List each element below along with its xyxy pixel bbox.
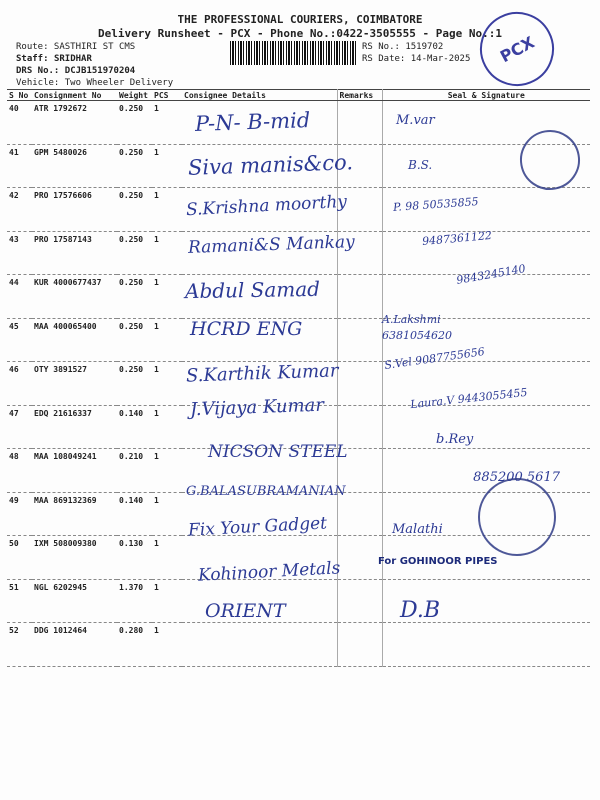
handwritten-signature: 9843245140 (455, 262, 527, 287)
handwritten-consignee: NICSON STEEL (208, 442, 348, 462)
handwritten-signature: S.Vel 9087755656 (383, 345, 486, 372)
row-weight: 0.250 (117, 318, 152, 362)
col-consignee: Consignee Details (182, 90, 337, 101)
row-consignment: PRO 17587143 (32, 231, 117, 275)
col-sno: S No (7, 90, 32, 101)
row-remarks-cell (337, 623, 382, 667)
handwritten-signature: Laura.V 9443055455 (409, 385, 529, 412)
row-sno: 46 (7, 362, 32, 406)
row-consignment: DDG 1012464 (32, 623, 117, 667)
row-sno: 52 (7, 623, 32, 667)
row-consignee-cell (182, 101, 337, 145)
row-consignment: EDQ 21616337 (32, 405, 117, 449)
row-sno: 43 (7, 231, 32, 275)
handwritten-consignee: HCRD ENG (190, 318, 303, 340)
row-pcs: 1 (152, 362, 182, 406)
col-consignment: Consignment No (32, 90, 117, 101)
handwritten-consignee: S.Karthik Kumar (185, 360, 339, 387)
row-remarks-cell (337, 101, 382, 145)
row-pcs: 1 (152, 623, 182, 667)
row-consignee-cell (182, 492, 337, 536)
row-sno: 48 (7, 449, 32, 493)
barcode (230, 41, 358, 65)
row-consignee-cell (182, 188, 337, 232)
row-sno: 50 (7, 536, 32, 580)
row-consignee-cell (182, 318, 337, 362)
table-header-row (7, 90, 590, 101)
row-consignment: PRO 17576606 (32, 188, 117, 232)
row-pcs: 1 (152, 188, 182, 232)
handwritten-consignee: S.Krishna moorthy (185, 191, 348, 221)
row-signature-cell (382, 449, 590, 493)
row-consignment: OTY 3891527 (32, 362, 117, 406)
row-pcs: 1 (152, 492, 182, 536)
row-sno: 44 (7, 275, 32, 319)
handwritten-signature: 9487361122 (421, 228, 493, 249)
row-sno: 42 (7, 188, 32, 232)
row-pcs: 1 (152, 318, 182, 362)
handwritten-signature: 885200 5617 (473, 470, 560, 485)
row-consignee-cell (182, 144, 337, 188)
row-consignee-cell (182, 362, 337, 406)
row-remarks-cell (337, 492, 382, 536)
handwritten-signature: D.B (400, 598, 441, 623)
handwritten-signature: b.Rey (436, 432, 474, 447)
rs-number: RS No.: 1519702 (362, 42, 444, 52)
row-consignee-cell (182, 449, 337, 493)
row-consignment: KUR 4000677437 (32, 275, 117, 319)
table-row (7, 623, 590, 667)
row-weight: 0.250 (117, 101, 152, 145)
row-signature-cell (382, 188, 590, 232)
col-signature: Seal & Signature (382, 90, 590, 101)
staff-label: Staff: (16, 54, 49, 64)
handwritten-consignee: Ramani&S Mankay (187, 232, 355, 258)
row-consignee-cell (182, 579, 337, 623)
table-row (7, 101, 590, 145)
row-consignee-cell (182, 405, 337, 449)
route-info: Route: SASTHIRI ST CMS (16, 42, 136, 52)
row-pcs: 1 (152, 536, 182, 580)
handwritten-signature: B.S. (408, 158, 433, 172)
row-sno: 49 (7, 492, 32, 536)
row-weight: 0.250 (117, 275, 152, 319)
row-weight: 0.140 (117, 405, 152, 449)
row-sno: 51 (7, 579, 32, 623)
table-row (7, 188, 590, 232)
handwritten-consignee: J.Vijaya Kumar (189, 394, 325, 421)
row-weight: 1.370 (117, 579, 152, 623)
row-remarks-cell (337, 362, 382, 406)
handwritten-consignee: Siva manis&co. (187, 150, 354, 180)
drs-info (16, 65, 135, 77)
row-remarks-cell (337, 275, 382, 319)
row-sno: 40 (7, 101, 32, 145)
handwritten-signature: P. 98 50535855 (392, 195, 480, 214)
row-remarks-cell (337, 449, 382, 493)
row-pcs: 1 (152, 579, 182, 623)
handwritten-consignee: Abdul Samad (184, 276, 321, 304)
row-consignment: IXM 508009380 (32, 536, 117, 580)
row-consignee-cell (182, 275, 337, 319)
row-weight: 0.210 (117, 449, 152, 493)
handwritten-signature: M.var (396, 113, 435, 128)
row-remarks-cell (337, 188, 382, 232)
row-consignee-cell (182, 536, 337, 580)
row-consignment: GPM 5480026 (32, 144, 117, 188)
table-row (7, 579, 590, 623)
row-signature-cell (382, 275, 590, 319)
handwritten-consignee: P-N- B-mid (194, 107, 311, 137)
handwritten-signature: Malathi (392, 522, 443, 537)
row-weight: 0.250 (117, 144, 152, 188)
row-consignment: MAA 400065400 (32, 318, 117, 362)
row-remarks-cell (337, 579, 382, 623)
row-signature-cell (382, 405, 590, 449)
handwritten-consignee: Kohinoor Metals (197, 558, 341, 586)
table-row (7, 144, 590, 188)
delivery-table (7, 89, 590, 667)
handwritten-consignee: ORIENT (205, 600, 286, 622)
row-signature-cell (382, 579, 590, 623)
row-sno: 41 (7, 144, 32, 188)
col-weight: Weight (117, 90, 152, 101)
row-signature-cell (382, 318, 590, 362)
table-row (7, 362, 590, 406)
table-row (7, 318, 590, 362)
row-consignment: ATR 1792672 (32, 101, 117, 145)
handwritten-consignee: G.BALASUBRAMANIAN (186, 484, 346, 499)
round-seal-stamp (478, 478, 556, 556)
row-remarks-cell (337, 231, 382, 275)
drs-label: DRS No.: (16, 66, 60, 76)
row-pcs: 1 (152, 449, 182, 493)
row-pcs: 1 (152, 231, 182, 275)
row-remarks-cell (337, 144, 382, 188)
pcx-stamp: PCX (467, 0, 567, 99)
row-consignee-cell (182, 623, 337, 667)
table-row (7, 275, 590, 319)
col-pcs: PCS (152, 90, 182, 101)
row-consignee-cell (182, 231, 337, 275)
row-weight: 0.280 (117, 623, 152, 667)
drs-number: DCJB151970204 (64, 66, 136, 76)
row-pcs: 1 (152, 275, 182, 319)
rs-date: RS Date: 14-Mar-2025 (362, 54, 471, 64)
row-pcs: 1 (152, 405, 182, 449)
row-weight: 0.250 (117, 188, 152, 232)
runsheet-title: Delivery Runsheet - PCX - Phone No.:0422-3505555 - Page No.:1 (98, 27, 502, 40)
row-remarks-cell (337, 405, 382, 449)
row-weight: 0.140 (117, 492, 152, 536)
col-remarks: Remarks (337, 90, 382, 101)
row-weight: 0.250 (117, 362, 152, 406)
row-signature-cell (382, 623, 590, 667)
row-sno: 47 (7, 405, 32, 449)
row-consignment: MAA 869132369 (32, 492, 117, 536)
row-sno: 45 (7, 318, 32, 362)
company-seal-text: For GOHINOOR PIPES (378, 556, 498, 567)
table-row (7, 405, 590, 449)
row-weight: 0.250 (117, 231, 152, 275)
row-weight: 0.130 (117, 536, 152, 580)
row-remarks-cell (337, 536, 382, 580)
row-consignment: MAA 108049241 (32, 449, 117, 493)
row-signature-cell (382, 228, 590, 275)
row-consignment: NGL 6202945 (32, 579, 117, 623)
vehicle-info: Vehicle: Two Wheeler Delivery (16, 78, 174, 88)
staff-name: SRIDHAR (53, 54, 92, 64)
row-pcs: 1 (152, 101, 182, 145)
table-row (7, 231, 590, 275)
handwritten-consignee: Fix Your Gadget (187, 513, 328, 541)
company-title: THE PROFESSIONAL COURIERS, COIMBATORE (177, 13, 423, 26)
row-signature-cell (382, 362, 590, 406)
row-remarks-cell (337, 318, 382, 362)
staff-info (16, 53, 92, 65)
handwritten-signature: A.Lakshmi 6381054620 (382, 313, 452, 342)
row-pcs: 1 (152, 144, 182, 188)
